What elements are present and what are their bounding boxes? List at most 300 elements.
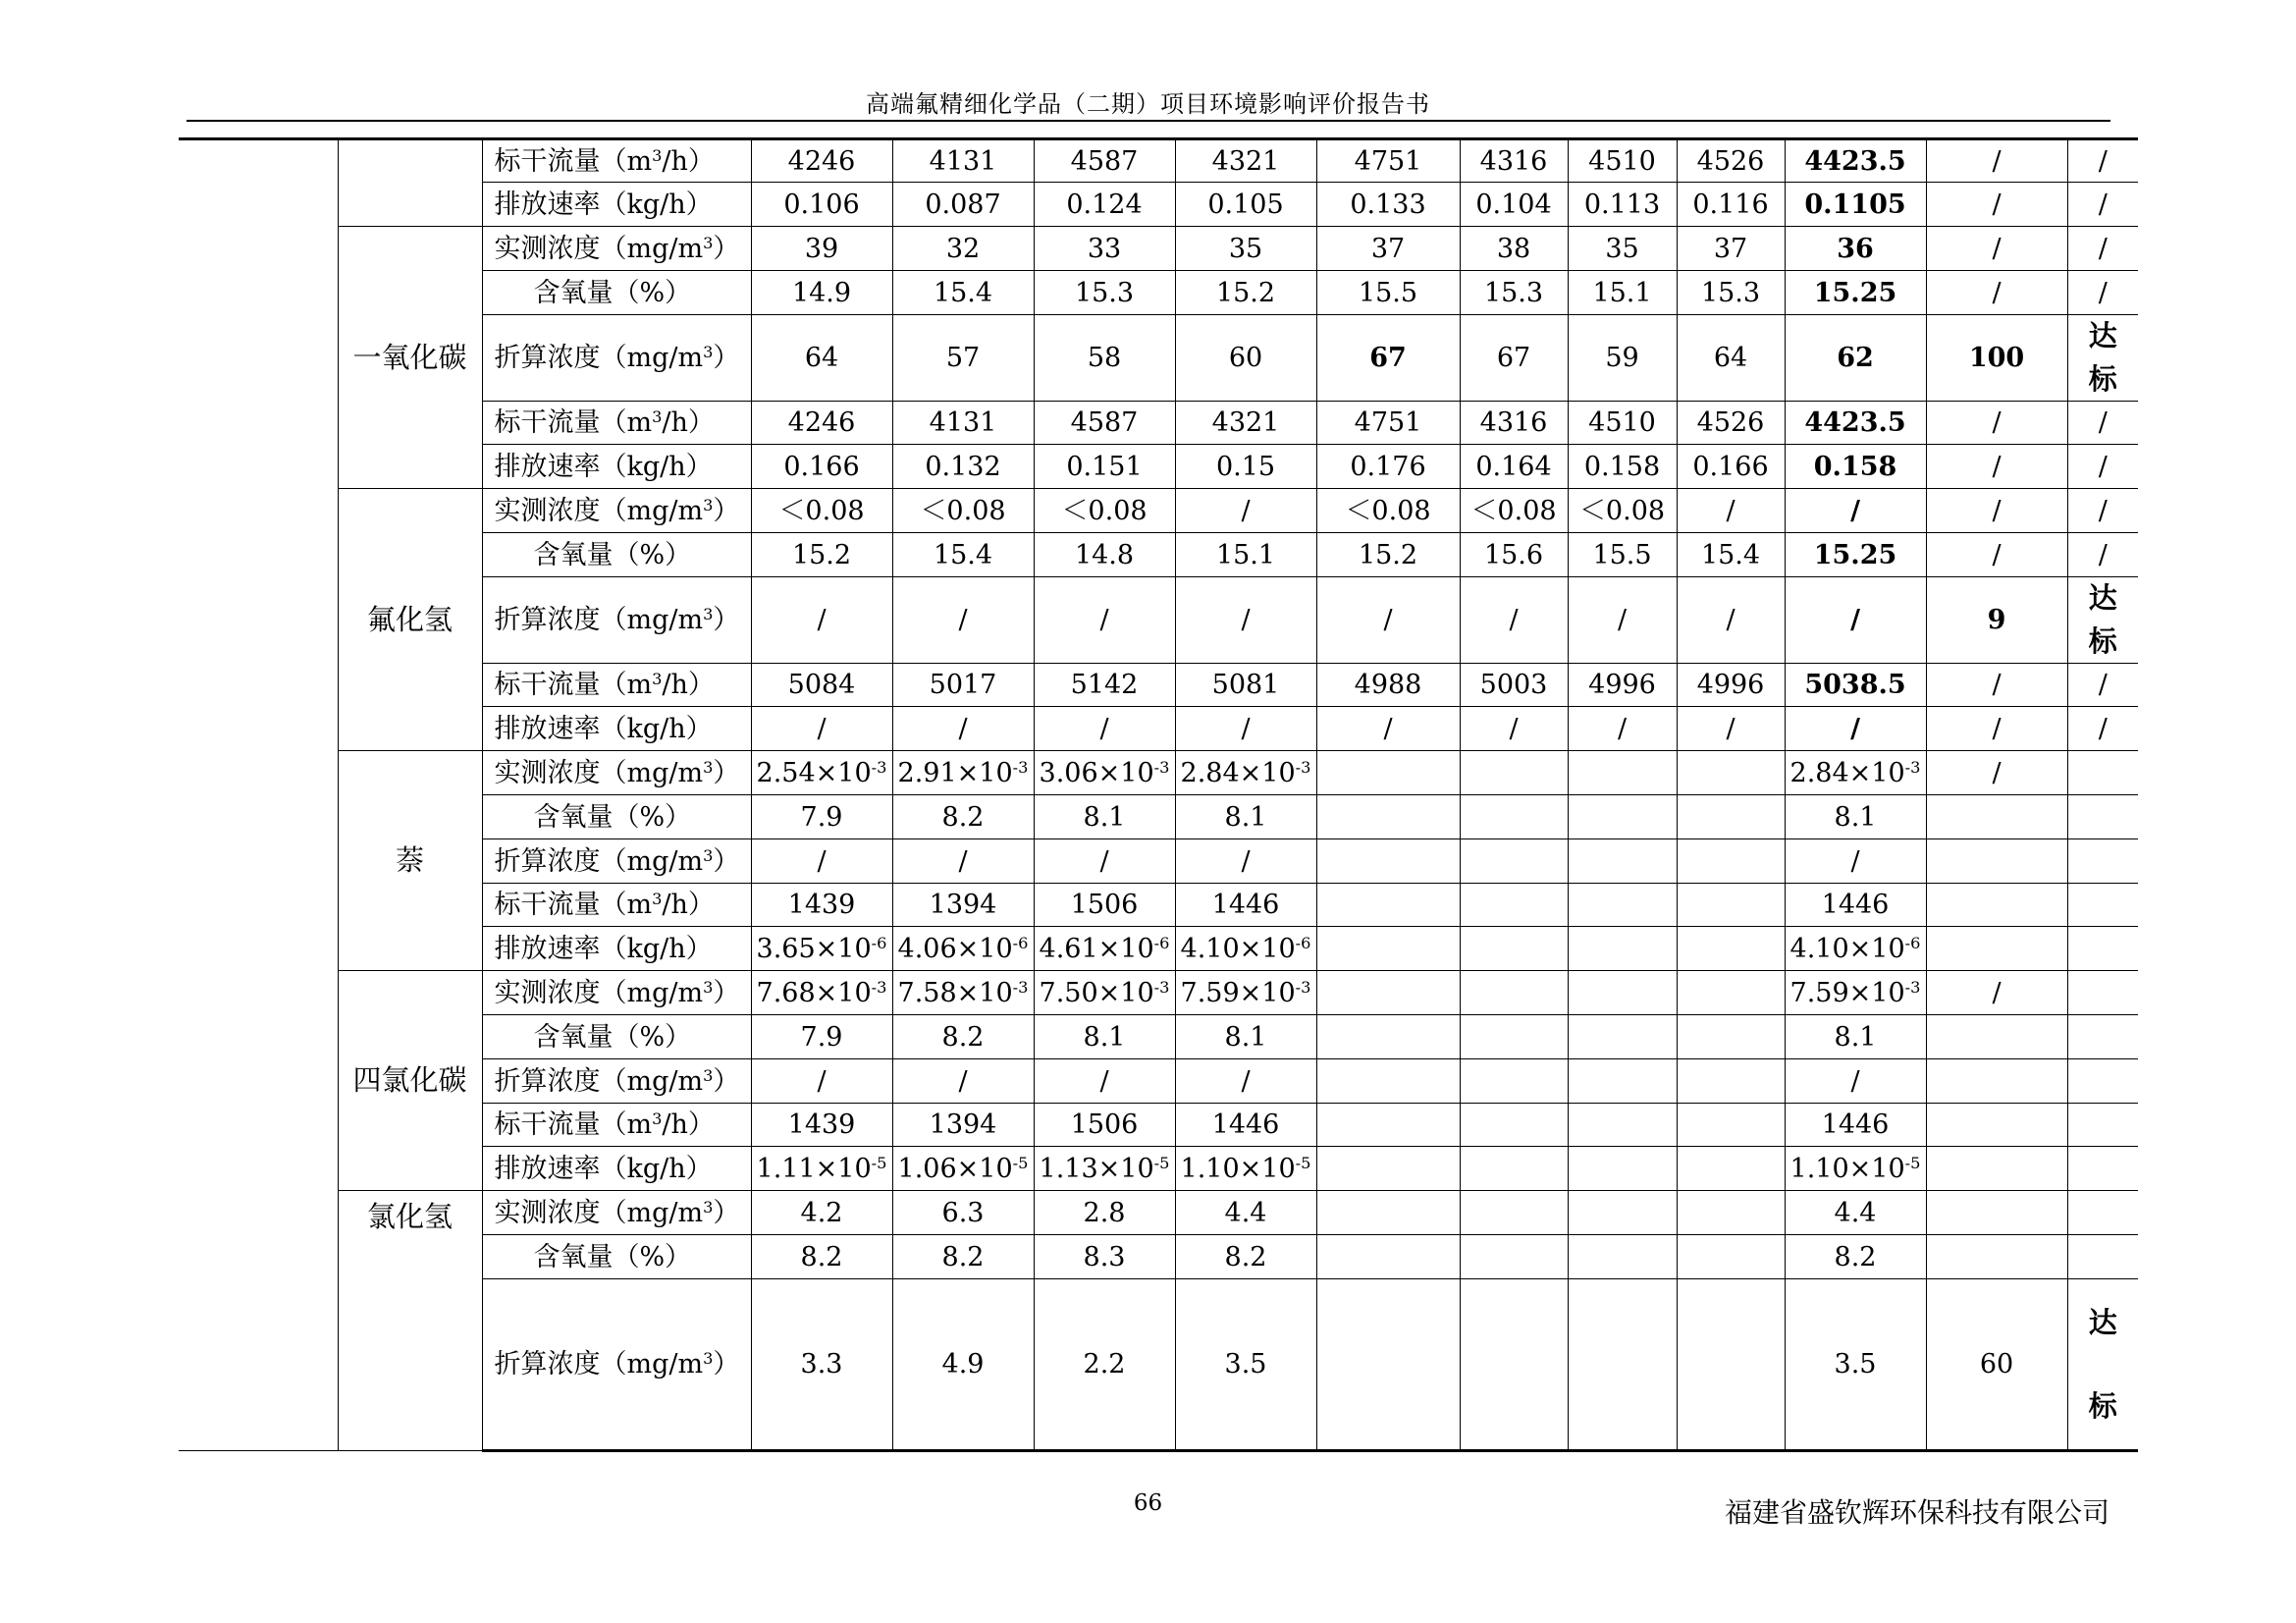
item-label: 排放速率（kg/h） xyxy=(482,1147,751,1191)
table-row xyxy=(179,1191,2138,1235)
measurement-value xyxy=(1460,839,1568,884)
compliance-result: / xyxy=(2067,271,2138,315)
measurement-value: 4131 xyxy=(892,402,1034,445)
measurement-value: 8.2 xyxy=(751,1235,892,1279)
measurement-value: 0.124 xyxy=(1034,183,1175,227)
item-label: 标干流量$(m^3/h)$ xyxy=(482,664,751,707)
measurement-value: 1506 xyxy=(1034,884,1175,927)
measurement-value: 5084 xyxy=(751,664,892,707)
measurement-value: ＜0.08 xyxy=(751,489,892,533)
measurement-value: 4996 xyxy=(1677,664,1785,707)
measurement-value: 8.3 xyxy=(1034,1235,1175,1279)
compliance-result: / xyxy=(2067,489,2138,533)
measurement-value xyxy=(1677,1147,1785,1191)
standard-limit: / xyxy=(1926,751,2067,795)
average-value: 8.1 xyxy=(1785,1015,1926,1059)
measurement-value: 15.3 xyxy=(1034,271,1175,315)
standard-limit: / xyxy=(1926,271,2067,315)
measurement-value: 4.9 xyxy=(892,1279,1034,1451)
average-value: 0.158 xyxy=(1785,445,1926,489)
measurement-value: 8.1 xyxy=(1175,795,1316,839)
measurement-value xyxy=(1460,1147,1568,1191)
measurement-value: 0.106 xyxy=(751,183,892,227)
compliance-result xyxy=(2067,839,2138,884)
measurement-value: / xyxy=(1316,707,1460,751)
measurement-value: 15.3 xyxy=(1460,271,1568,315)
measurement-value: ＜0.08 xyxy=(1316,489,1460,533)
measurement-value xyxy=(1460,795,1568,839)
measurement-value: 0.176 xyxy=(1316,445,1460,489)
measurement-value: 5003 xyxy=(1460,664,1568,707)
average-value: / xyxy=(1785,1059,1926,1104)
measurement-value: / xyxy=(892,1059,1034,1104)
average-value: 1446 xyxy=(1785,1104,1926,1147)
measurement-value: / xyxy=(1175,839,1316,884)
measurement-value: $7.59\times 10^{-3}$ xyxy=(1175,971,1316,1015)
measurement-value xyxy=(1316,1104,1460,1147)
measurement-value: 0.166 xyxy=(1677,445,1785,489)
measurement-value xyxy=(1677,1235,1785,1279)
measurement-value: 0.164 xyxy=(1460,445,1568,489)
measurement-value xyxy=(1316,1147,1460,1191)
measurement-value: 15.1 xyxy=(1568,271,1677,315)
measurement-value xyxy=(1568,927,1677,971)
measurement-value: 15.1 xyxy=(1175,533,1316,577)
table-row xyxy=(179,489,2138,533)
measurement-value: $3.65\times 10^{-6}$ xyxy=(751,927,892,971)
compliance-result: / xyxy=(2067,139,2138,183)
average-value: 4.4 xyxy=(1785,1191,1926,1235)
measurement-value: 4510 xyxy=(1568,139,1677,183)
item-label: 排放速率（kg/h） xyxy=(482,183,751,227)
measurement-value: 0.133 xyxy=(1316,183,1460,227)
measurement-value xyxy=(1677,884,1785,927)
measurement-value: 4246 xyxy=(751,139,892,183)
standard-limit xyxy=(1926,1015,2067,1059)
measurement-value: 1446 xyxy=(1175,1104,1316,1147)
item-label: 标干流量$(m^3/h)$ xyxy=(482,884,751,927)
measurement-value xyxy=(1677,795,1785,839)
measurement-value: 14.9 xyxy=(751,271,892,315)
measurement-value: / xyxy=(1034,1059,1175,1104)
measurement-value: $4.06\times 10^{-6}$ xyxy=(892,927,1034,971)
measurement-value: / xyxy=(1034,707,1175,751)
item-label: 含氧量（%） xyxy=(482,795,751,839)
compliance-result xyxy=(2067,1147,2138,1191)
measurement-value: 1439 xyxy=(751,884,892,927)
monitoring-results-table-wrapper xyxy=(179,137,2138,1452)
measurement-value: 4316 xyxy=(1460,139,1568,183)
pollutant-name: 一氧化碳 xyxy=(338,227,482,489)
standard-limit: / xyxy=(1926,664,2067,707)
document-header-title: 高端氟精细化学品（二期）项目环境影响评价报告书 xyxy=(866,90,1430,118)
average-value: 1446 xyxy=(1785,884,1926,927)
average-value: 5038.5 xyxy=(1785,664,1926,707)
standard-limit xyxy=(1926,1104,2067,1147)
measurement-value: 1394 xyxy=(892,884,1034,927)
measurement-value: 4988 xyxy=(1316,664,1460,707)
measurement-value: $2.84\times 10^{-3}$ xyxy=(1175,751,1316,795)
standard-limit: / xyxy=(1926,707,2067,751)
standard-limit: 60 xyxy=(1926,1279,2067,1451)
measurement-value: 5142 xyxy=(1034,664,1175,707)
measurement-value: 8.1 xyxy=(1034,1015,1175,1059)
average-value: 3.5 xyxy=(1785,1279,1926,1451)
measurement-value: / xyxy=(1677,489,1785,533)
measurement-value: 58 xyxy=(1034,315,1175,402)
measurement-value: 4510 xyxy=(1568,402,1677,445)
measurement-value: ＜0.08 xyxy=(1034,489,1175,533)
item-label: 实测浓度$(mg/m^3)$ xyxy=(482,751,751,795)
measurement-value: / xyxy=(1175,577,1316,664)
average-value: 0.1105 xyxy=(1785,183,1926,227)
measurement-value: / xyxy=(1677,707,1785,751)
measurement-value xyxy=(1568,1104,1677,1147)
compliance-result: / xyxy=(2067,533,2138,577)
measurement-value: 1394 xyxy=(892,1104,1034,1147)
measurement-value: / xyxy=(892,577,1034,664)
measurement-value xyxy=(1460,1191,1568,1235)
average-value: 15.25 xyxy=(1785,533,1926,577)
measurement-value: 0.151 xyxy=(1034,445,1175,489)
measurement-value: 67 xyxy=(1460,315,1568,402)
measurement-value: 15.6 xyxy=(1460,533,1568,577)
measurement-value: / xyxy=(1175,707,1316,751)
compliance-result: / xyxy=(2067,402,2138,445)
average-value: / xyxy=(1785,839,1926,884)
pollutant-name: 萘 xyxy=(338,751,482,971)
measurement-value: 37 xyxy=(1316,227,1460,271)
standard-limit xyxy=(1926,1191,2067,1235)
average-value: / xyxy=(1785,577,1926,664)
measurement-value: / xyxy=(1460,577,1568,664)
measurement-value xyxy=(1460,927,1568,971)
measurement-value: $2.91\times 10^{-3}$ xyxy=(892,751,1034,795)
measurement-value: / xyxy=(1677,577,1785,664)
measurement-value: 64 xyxy=(751,315,892,402)
pollutant-name: 氯化氢 xyxy=(338,1191,482,1451)
standard-limit xyxy=(1926,927,2067,971)
measurement-value: / xyxy=(1460,707,1568,751)
standard-limit xyxy=(1926,839,2067,884)
compliance-result xyxy=(2067,1059,2138,1104)
table-row xyxy=(179,139,2138,183)
average-value: 8.1 xyxy=(1785,795,1926,839)
measurement-value: 15.2 xyxy=(1175,271,1316,315)
measurement-value: 2.2 xyxy=(1034,1279,1175,1451)
measurement-value: ＜0.08 xyxy=(892,489,1034,533)
measurement-value xyxy=(1316,884,1460,927)
item-label: 实测浓度$(mg/m^3)$ xyxy=(482,971,751,1015)
measurement-value: 4321 xyxy=(1175,139,1316,183)
measurement-value: / xyxy=(1034,577,1175,664)
average-value: 8.2 xyxy=(1785,1235,1926,1279)
standard-limit xyxy=(1926,1235,2067,1279)
measurement-value: 4751 xyxy=(1316,402,1460,445)
measurement-value: 15.4 xyxy=(892,271,1034,315)
measurement-value: $7.68\times 10^{-3}$ xyxy=(751,971,892,1015)
measurement-value: 5017 xyxy=(892,664,1034,707)
measurement-value: 8.2 xyxy=(892,1015,1034,1059)
standard-limit xyxy=(1926,1059,2067,1104)
measurement-value: 67 xyxy=(1316,315,1460,402)
average-value: 36 xyxy=(1785,227,1926,271)
measurement-value: / xyxy=(1034,839,1175,884)
measurement-value: 3.3 xyxy=(751,1279,892,1451)
measurement-value xyxy=(1460,1279,1568,1451)
measurement-value: / xyxy=(1568,577,1677,664)
measurement-value: $7.58\times 10^{-3}$ xyxy=(892,971,1034,1015)
measurement-value: 4526 xyxy=(1677,402,1785,445)
item-label: 折算浓度$(mg/m^3)$ xyxy=(482,1059,751,1104)
measurement-value: 35 xyxy=(1568,227,1677,271)
compliance-result xyxy=(2067,1191,2138,1235)
measurement-value xyxy=(1460,884,1568,927)
measurement-value: 0.087 xyxy=(892,183,1034,227)
compliance-result xyxy=(2067,971,2138,1015)
measurement-value xyxy=(1316,927,1460,971)
measurement-value xyxy=(1568,839,1677,884)
standard-limit xyxy=(1926,884,2067,927)
measurement-value: $7.50\times 10^{-3}$ xyxy=(1034,971,1175,1015)
item-label: 标干流量$(m^3/h)$ xyxy=(482,1104,751,1147)
average-value: $1.10\times 10^{-5}$ xyxy=(1785,1147,1926,1191)
measurement-value: 8.2 xyxy=(892,795,1034,839)
average-value: 62 xyxy=(1785,315,1926,402)
measurement-value: 4587 xyxy=(1034,402,1175,445)
measurement-value: 15.5 xyxy=(1568,533,1677,577)
measurement-value xyxy=(1316,1059,1460,1104)
measurement-value: 2.8 xyxy=(1034,1191,1175,1235)
measurement-value: 0.15 xyxy=(1175,445,1316,489)
item-label: 实测浓度$(mg/m^3)$ xyxy=(482,1191,751,1235)
measurement-value: 15.2 xyxy=(751,533,892,577)
pollutant-name xyxy=(338,139,482,227)
measurement-value: 35 xyxy=(1175,227,1316,271)
pollutant-name: 氟化氢 xyxy=(338,489,482,751)
header-rule xyxy=(187,120,2110,122)
measurement-value xyxy=(1568,1147,1677,1191)
average-value: / xyxy=(1785,489,1926,533)
measurement-value xyxy=(1460,1104,1568,1147)
measurement-value: $4.10\times 10^{-6}$ xyxy=(1175,927,1316,971)
compliance-result: / xyxy=(2067,445,2138,489)
measurement-value xyxy=(1677,927,1785,971)
pollutant-name: 四氯化碳 xyxy=(338,971,482,1191)
measurement-value xyxy=(1568,1191,1677,1235)
measurement-value: 1439 xyxy=(751,1104,892,1147)
measurement-value: 0.104 xyxy=(1460,183,1568,227)
measurement-value xyxy=(1460,1235,1568,1279)
standard-limit: 100 xyxy=(1926,315,2067,402)
compliance-result: / xyxy=(2067,707,2138,751)
measurement-value: 4.4 xyxy=(1175,1191,1316,1235)
item-label: 折算浓度$(mg/m^3)$ xyxy=(482,577,751,664)
average-value: $4.10\times 10^{-6}$ xyxy=(1785,927,1926,971)
measurement-value: $1.10\times 10^{-5}$ xyxy=(1175,1147,1316,1191)
measurement-value xyxy=(1677,1104,1785,1147)
standard-limit: / xyxy=(1926,183,2067,227)
standard-limit: / xyxy=(1926,533,2067,577)
average-value: 4423.5 xyxy=(1785,402,1926,445)
measurement-value xyxy=(1677,1059,1785,1104)
measurement-value xyxy=(1316,839,1460,884)
compliance-result: 达 标 xyxy=(2067,1279,2138,1451)
monitoring-results-table xyxy=(179,137,2138,1452)
measurement-value: 37 xyxy=(1677,227,1785,271)
measurement-value: 8.1 xyxy=(1034,795,1175,839)
measurement-value xyxy=(1568,751,1677,795)
average-value: / xyxy=(1785,707,1926,751)
measurement-value xyxy=(1677,751,1785,795)
compliance-result: 达 标 xyxy=(2067,577,2138,664)
measurement-value xyxy=(1316,795,1460,839)
measurement-value: 0.105 xyxy=(1175,183,1316,227)
measurement-value xyxy=(1460,1015,1568,1059)
table-row xyxy=(179,227,2138,271)
blank-left-column xyxy=(179,139,338,1451)
standard-limit: / xyxy=(1926,402,2067,445)
compliance-result xyxy=(2067,927,2138,971)
compliance-result: / xyxy=(2067,227,2138,271)
measurement-value xyxy=(1568,1279,1677,1451)
measurement-value xyxy=(1677,971,1785,1015)
measurement-value: 1506 xyxy=(1034,1104,1175,1147)
standard-limit: / xyxy=(1926,227,2067,271)
compliance-result: 达 标 xyxy=(2067,315,2138,402)
measurement-value: 33 xyxy=(1034,227,1175,271)
compliance-result xyxy=(2067,1104,2138,1147)
item-label: 折算浓度$(mg/m^3)$ xyxy=(482,315,751,402)
item-label: 含氧量（%） xyxy=(482,533,751,577)
item-label: 折算浓度$(mg/m^3)$ xyxy=(482,839,751,884)
measurement-value: / xyxy=(1316,577,1460,664)
measurement-value: ＜0.08 xyxy=(1460,489,1568,533)
standard-limit xyxy=(1926,795,2067,839)
compliance-result xyxy=(2067,795,2138,839)
measurement-value: $2.54\times 10^{-3}$ xyxy=(751,751,892,795)
measurement-value xyxy=(1316,1015,1460,1059)
measurement-value: / xyxy=(751,839,892,884)
measurement-value: 0.166 xyxy=(751,445,892,489)
measurement-value: 15.4 xyxy=(892,533,1034,577)
company-name: 福建省盛钦辉环保科技有限公司 xyxy=(1724,1496,2109,1529)
item-label: 含氧量（%） xyxy=(482,271,751,315)
measurement-value xyxy=(1568,971,1677,1015)
measurement-value: / xyxy=(751,1059,892,1104)
measurement-value xyxy=(1568,884,1677,927)
compliance-result: / xyxy=(2067,664,2138,707)
table-row xyxy=(179,971,2138,1015)
compliance-result: / xyxy=(2067,183,2138,227)
measurement-value: 57 xyxy=(892,315,1034,402)
standard-limit: / xyxy=(1926,139,2067,183)
measurement-value: 4751 xyxy=(1316,139,1460,183)
measurement-value: 4321 xyxy=(1175,402,1316,445)
measurement-value xyxy=(1316,1191,1460,1235)
standard-limit: 9 xyxy=(1926,577,2067,664)
measurement-value: 4246 xyxy=(751,402,892,445)
item-label: 排放速率（kg/h） xyxy=(482,707,751,751)
item-label: 含氧量（%） xyxy=(482,1015,751,1059)
measurement-value: / xyxy=(1175,1059,1316,1104)
measurement-value: 15.3 xyxy=(1677,271,1785,315)
average-value: $2.84\times 10^{-3}$ xyxy=(1785,751,1926,795)
measurement-value: 60 xyxy=(1175,315,1316,402)
item-label: 排放速率（kg/h） xyxy=(482,927,751,971)
measurement-value xyxy=(1568,795,1677,839)
measurement-value: $1.11\times 10^{-5}$ xyxy=(751,1147,892,1191)
measurement-value xyxy=(1677,1191,1785,1235)
measurement-value: 4996 xyxy=(1568,664,1677,707)
measurement-value: 8.1 xyxy=(1175,1015,1316,1059)
standard-limit xyxy=(1926,1147,2067,1191)
measurement-value: 0.158 xyxy=(1568,445,1677,489)
measurement-value: $4.61\times 10^{-6}$ xyxy=(1034,927,1175,971)
item-label: 排放速率（kg/h） xyxy=(482,445,751,489)
measurement-value: / xyxy=(751,707,892,751)
average-value: 4423.5 xyxy=(1785,139,1926,183)
measurement-value: 4.2 xyxy=(751,1191,892,1235)
measurement-value: $1.06\times 10^{-5}$ xyxy=(892,1147,1034,1191)
measurement-value: 5081 xyxy=(1175,664,1316,707)
measurement-value: 0.113 xyxy=(1568,183,1677,227)
measurement-value: 8.2 xyxy=(892,1235,1034,1279)
measurement-value: 59 xyxy=(1568,315,1677,402)
measurement-value xyxy=(1677,839,1785,884)
measurement-value: ＜0.08 xyxy=(1568,489,1677,533)
measurement-value: 4526 xyxy=(1677,139,1785,183)
standard-limit: / xyxy=(1926,489,2067,533)
measurement-value xyxy=(1316,1279,1460,1451)
measurement-value: 39 xyxy=(751,227,892,271)
measurement-value: / xyxy=(1568,707,1677,751)
measurement-value: 32 xyxy=(892,227,1034,271)
page-number: 66 xyxy=(1133,1490,1163,1516)
table-row xyxy=(179,751,2138,795)
measurement-value: 4316 xyxy=(1460,402,1568,445)
measurement-value xyxy=(1568,1059,1677,1104)
measurement-value xyxy=(1677,1015,1785,1059)
measurement-value xyxy=(1316,751,1460,795)
measurement-value: 3.5 xyxy=(1175,1279,1316,1451)
average-value: 15.25 xyxy=(1785,271,1926,315)
measurement-value: 64 xyxy=(1677,315,1785,402)
measurement-value: 6.3 xyxy=(892,1191,1034,1235)
compliance-result xyxy=(2067,884,2138,927)
measurement-value: / xyxy=(751,577,892,664)
measurement-value: $3.06\times 10^{-3}$ xyxy=(1034,751,1175,795)
measurement-value: 7.9 xyxy=(751,795,892,839)
compliance-result xyxy=(2067,1235,2138,1279)
measurement-value: / xyxy=(892,707,1034,751)
measurement-value xyxy=(1460,1059,1568,1104)
item-label: 折算浓度$(mg/m^3)$ xyxy=(482,1279,751,1451)
measurement-value: 15.2 xyxy=(1316,533,1460,577)
standard-limit: / xyxy=(1926,971,2067,1015)
measurement-value xyxy=(1316,971,1460,1015)
measurement-value: 15.5 xyxy=(1316,271,1460,315)
measurement-value: 4131 xyxy=(892,139,1034,183)
measurement-value: / xyxy=(1175,489,1316,533)
measurement-value xyxy=(1568,1015,1677,1059)
item-label: 标干流量$(m^3/h)$ xyxy=(482,402,751,445)
measurement-value: $1.13\times 10^{-5}$ xyxy=(1034,1147,1175,1191)
measurement-value: 0.116 xyxy=(1677,183,1785,227)
measurement-value xyxy=(1460,751,1568,795)
compliance-result xyxy=(2067,751,2138,795)
measurement-value xyxy=(1677,1279,1785,1451)
